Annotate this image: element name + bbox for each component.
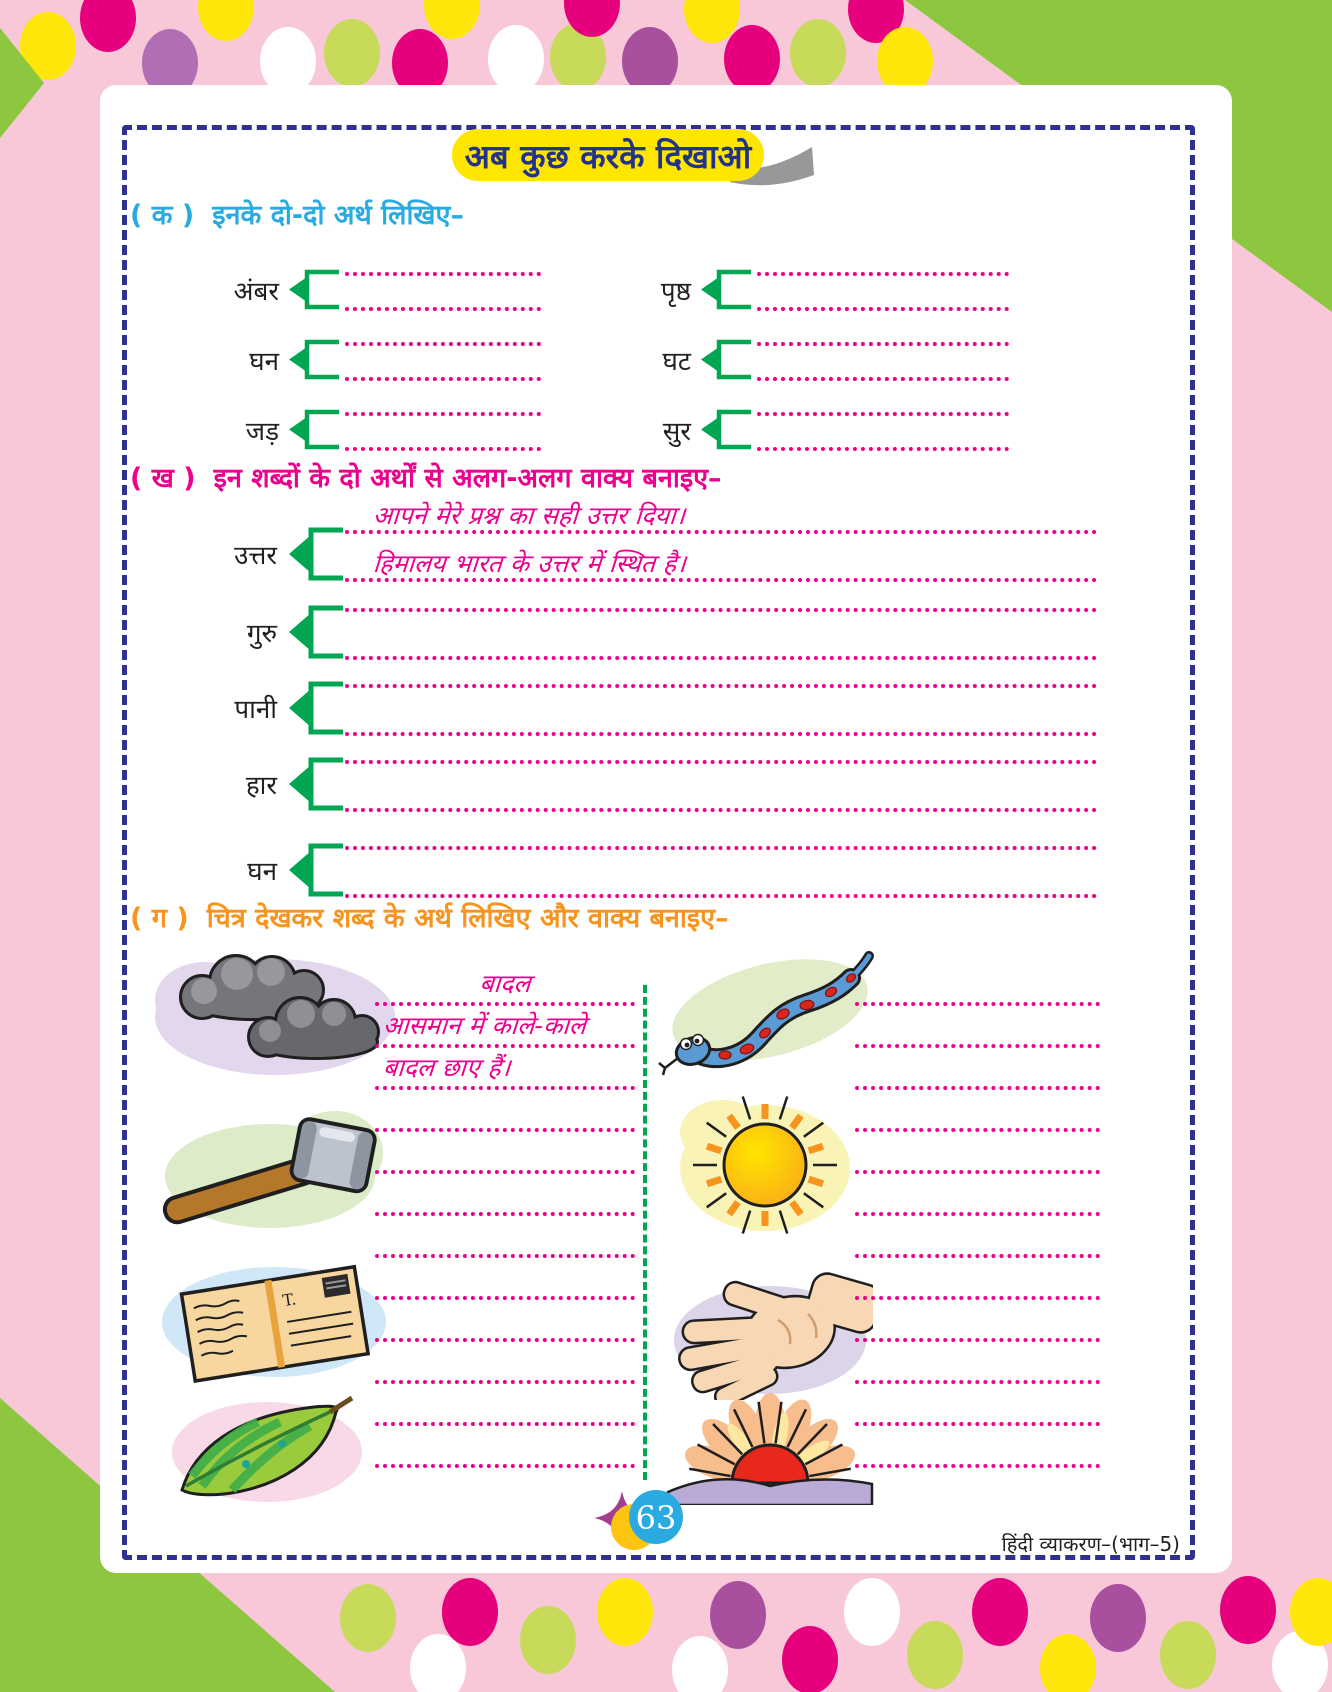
word-row — [205, 601, 1105, 667]
section-a-body — [205, 261, 1035, 471]
answer-line — [375, 1380, 635, 1384]
word-row — [635, 401, 1015, 465]
answer-line — [855, 1422, 1100, 1426]
answer-line — [375, 1212, 635, 1216]
answer-line — [757, 377, 1009, 381]
answer-line — [375, 1296, 635, 1300]
word-row — [205, 401, 545, 465]
column-separator — [643, 985, 647, 1480]
answer-line — [757, 342, 1009, 346]
handwritten-answer: आसमान में काले-काले — [382, 1011, 587, 1040]
sunrise-illustration — [660, 1380, 880, 1505]
answer-line — [345, 307, 541, 311]
word-row — [635, 261, 1015, 325]
page-number: 63 — [635, 1499, 677, 1537]
answer-line — [855, 1380, 1100, 1384]
polka-dot — [972, 1578, 1028, 1646]
answer-bracket-icon — [699, 339, 753, 380]
leaf-illustration — [162, 1392, 372, 1510]
answer-line — [855, 1170, 1100, 1174]
handwritten-answer: बादल — [478, 969, 532, 998]
book-footer: हिंदी व्याकरण–(भाग–5) — [1001, 1532, 1180, 1556]
answer-line — [855, 1086, 1100, 1090]
section-b-body — [205, 501, 1105, 915]
word-label: जड़ — [245, 416, 279, 447]
answer-bracket-icon — [699, 409, 753, 450]
word-row — [205, 839, 1105, 905]
answer-line — [855, 1002, 1100, 1006]
answer-line — [855, 1254, 1100, 1258]
postcard-illustration — [152, 1252, 397, 1392]
answer-line — [345, 447, 541, 451]
answer-line — [375, 1128, 635, 1132]
answer-line — [345, 412, 541, 416]
answer-bracket-icon — [287, 409, 341, 450]
section-c-label: ( ग ) — [130, 903, 189, 934]
answer-line — [375, 1422, 635, 1426]
handwritten-answer: बादल छाए हैं। — [382, 1053, 512, 1082]
section-b-title: इन शब्दों के दो अर्थों से अलग-अलग वाक्य बनाइए– — [213, 463, 722, 494]
answer-line — [345, 608, 1097, 612]
answer-line — [345, 342, 541, 346]
answer-line — [375, 1044, 635, 1048]
polka-dot — [324, 19, 380, 87]
answer-bracket-icon — [287, 269, 341, 310]
answer-line — [757, 412, 1009, 416]
answer-bracket-icon — [287, 339, 341, 380]
answer-line — [375, 1086, 635, 1090]
polka-dot — [672, 1636, 728, 1692]
hammer-illustration — [150, 1098, 395, 1238]
answer-line — [345, 732, 1097, 736]
handwritten-answer: आपने मेरे प्रश्न का सही उत्तर दिया। — [372, 501, 687, 530]
answer-line — [375, 1464, 635, 1468]
polka-dot — [442, 1578, 498, 1646]
section-b-label: ( ख ) — [130, 463, 196, 494]
answer-line — [375, 1170, 635, 1174]
word-label: घन — [249, 346, 279, 377]
answer-line — [375, 1338, 635, 1342]
polka-dot — [844, 1578, 900, 1646]
polka-dot — [1040, 1634, 1096, 1692]
word-label: उत्तर — [234, 541, 277, 571]
handwritten-answer: हिमालय भारत के उत्तर में स्थित है। — [372, 549, 687, 578]
answer-bracket-icon — [289, 527, 345, 581]
polka-dot — [1160, 1621, 1216, 1689]
word-label: गुरु — [246, 619, 277, 649]
word-label: हार — [245, 771, 277, 801]
answer-bracket-icon — [289, 757, 345, 811]
word-label: पृष्ठ — [660, 276, 691, 307]
answer-bracket-icon — [289, 843, 345, 897]
answer-line — [345, 656, 1097, 660]
polka-dot — [1090, 1584, 1146, 1652]
answer-line — [855, 1212, 1100, 1216]
answer-line — [757, 272, 1009, 276]
answer-line — [345, 272, 541, 276]
polka-dot — [790, 19, 846, 87]
answer-bracket-icon — [699, 269, 753, 310]
section-c-heading — [130, 898, 729, 935]
word-label: पानी — [234, 695, 277, 725]
polka-dot — [724, 25, 780, 93]
answer-bracket-icon — [289, 681, 345, 735]
svg-text:T.: T. — [281, 1289, 298, 1311]
answer-line — [855, 1338, 1100, 1342]
word-row — [205, 261, 545, 325]
polka-dot — [198, 0, 254, 41]
section-b-heading — [130, 458, 722, 495]
polka-dot — [80, 0, 136, 52]
word-label: अंबर — [233, 276, 279, 307]
dark-clouds-illustration — [150, 945, 400, 1085]
answer-line — [855, 1044, 1100, 1048]
page-title-text: अब कुछ करके दिखाओ — [464, 136, 752, 176]
section-a-label: ( क ) — [130, 200, 195, 231]
word-label: घन — [247, 857, 277, 887]
polka-dot — [520, 1606, 576, 1674]
snake-illustration — [655, 948, 880, 1086]
answer-line — [375, 1002, 635, 1006]
sun-illustration — [660, 1090, 870, 1240]
answer-line — [855, 1128, 1100, 1132]
polka-dot — [710, 1581, 766, 1649]
word-row — [205, 753, 1105, 819]
answer-line — [855, 1296, 1100, 1300]
answer-line — [345, 808, 1097, 812]
section-c-title: चित्र देखकर शब्द के अर्थ लिखिए और वाक्य बनाइए– — [206, 903, 729, 934]
word-label: घट — [662, 346, 691, 377]
section-a-title: इनके दो-दो अर्थ लिखिए– — [212, 200, 464, 231]
answer-line — [345, 377, 541, 381]
polka-dot — [488, 25, 544, 93]
word-row — [635, 331, 1015, 395]
answer-line — [855, 1464, 1100, 1468]
polka-dot — [782, 1626, 838, 1692]
word-row — [205, 501, 1105, 589]
polka-dot — [1220, 1576, 1276, 1644]
word-row — [205, 331, 545, 395]
polka-dot — [597, 1578, 653, 1646]
answer-line — [345, 684, 1097, 688]
answer-line — [345, 846, 1097, 850]
answer-line — [757, 307, 1009, 311]
page-title — [452, 129, 764, 181]
word-label: सुर — [662, 416, 691, 447]
section-c-body — [140, 940, 1180, 1500]
polka-dot — [340, 1584, 396, 1652]
answer-bracket-icon — [289, 605, 345, 659]
answer-line — [757, 447, 1009, 451]
polka-dot — [907, 1621, 963, 1689]
answer-line — [345, 760, 1097, 764]
page-number-badge — [592, 1483, 686, 1563]
answer-line — [375, 1254, 635, 1258]
word-row — [205, 677, 1105, 743]
section-a-heading — [130, 195, 464, 232]
content-card — [100, 85, 1232, 1573]
